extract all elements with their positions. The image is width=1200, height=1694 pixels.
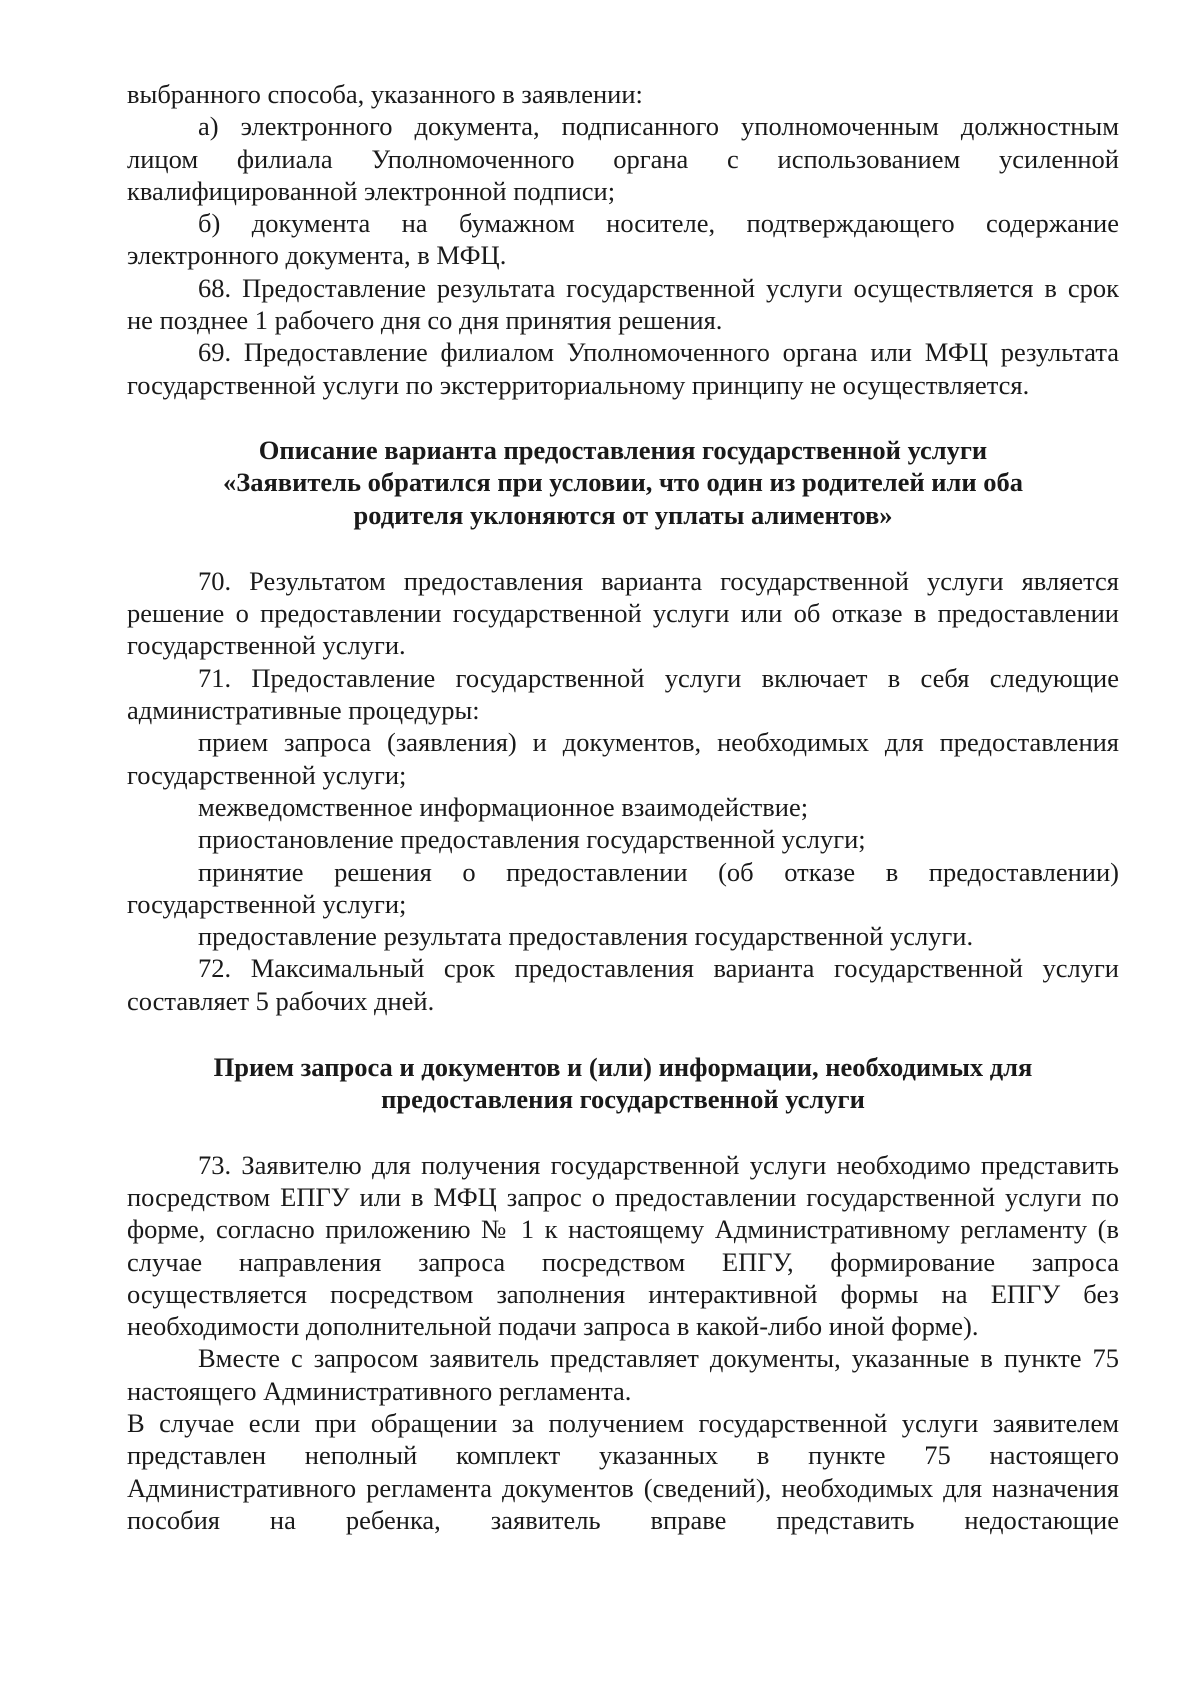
section-heading-request [127,1051,1119,1116]
spacer [127,401,1119,434]
paragraph-continuation: выбранного способа, указанного в заявлении: [127,79,643,109]
procedure-item: приостановление предоставления государственной услуги; [198,824,866,855]
procedure-item: предоставление результата предоставления государственной услуги. [198,921,974,952]
paragraph-item-a: а) электронного документа, подписанного уполномоченным должностным лицом филиала Уполномоченного органа с использованием усиленной квалифицированной электронной подписи; [127,111,1119,206]
heading-line: Прием запроса и документов и (или) информации, необходимых для [213,1052,1033,1083]
procedure-item: межведомственное информационное взаимодействие; [198,791,809,822]
paragraph-item-b: б) документа на бумажном носителе, подтверждающего содержание электронного документа, в МФЦ. [127,208,1119,271]
heading-line: Описание варианта предоставления государственной услуги [258,434,988,465]
heading-line: предоставления государственной услуги [381,1084,865,1115]
spacer [127,1017,1119,1051]
paragraph-68: 68. Предоставление результата государственной услуги осуществляется в срок не позднее 1 рабочего дня со дня принятия решения. [127,272,1119,336]
spacer [127,531,1119,565]
paragraph-documents: Вместе с запросом заявитель представляет документы, указанные в пункте 75 настоящего Административного регламента. [127,1343,1119,1406]
heading-line: родителя уклоняются от уплаты алиментов» [353,499,893,530]
heading-line: «Заявитель обратился при условии, что один из родителей или оба [222,467,1024,498]
spacer [127,1116,1119,1149]
paragraph-73: 73. Заявителю для получения государственной услуги необходимо представить посредством ЕПГУ или в МФЦ запрос о предоставлении государственной услуги по форме, согласно приложению № 1 к настоящему Административному регламенту (в случае направления запроса посредством ЕПГУ, формирование запроса осуществляется посредством заполнения интерактивной формы на ЕПГУ без необходимости дополнительной подачи запроса в какой-либо иной форме). [127,1149,1119,1342]
procedure-item: прием запроса (заявления) и документов, необходимых для предоставления государственной услуги; [127,727,1119,790]
paragraph-incomplete-set: В случае если при обращении за получением государственной услуги заявителем представлен неполный комплект указанных в пункте 75 настоящего Административного регламента документов (сведений), необходимых для назначения пособия на ребенка, заявитель вправе представить недостающие [127,1407,1119,1535]
document-page [127,78,1119,1568]
section-heading-variant [127,434,1119,531]
paragraph-70: 70. Результатом предоставления варианта государственной услуги является решение о предоставлении государственной услуги или об отказе в предоставлении государственной услуги. [127,565,1119,661]
paragraph-71: 71. Предоставление государственной услуги включает в себя следующие административные процедуры: [127,662,1119,726]
procedure-item: принятие решения о предоставлении (об отказе в предоставлении) государственной услуги; [127,856,1119,919]
paragraph-69: 69. Предоставление филиалом Уполномоченного органа или МФЦ результата государственной услуги по экстерриториальному принципу не осуществляется. [127,337,1119,400]
paragraph-72: 72. Максимальный срок предоставления варианта государственной услуги составляет 5 рабочих дней. [127,953,1119,1016]
